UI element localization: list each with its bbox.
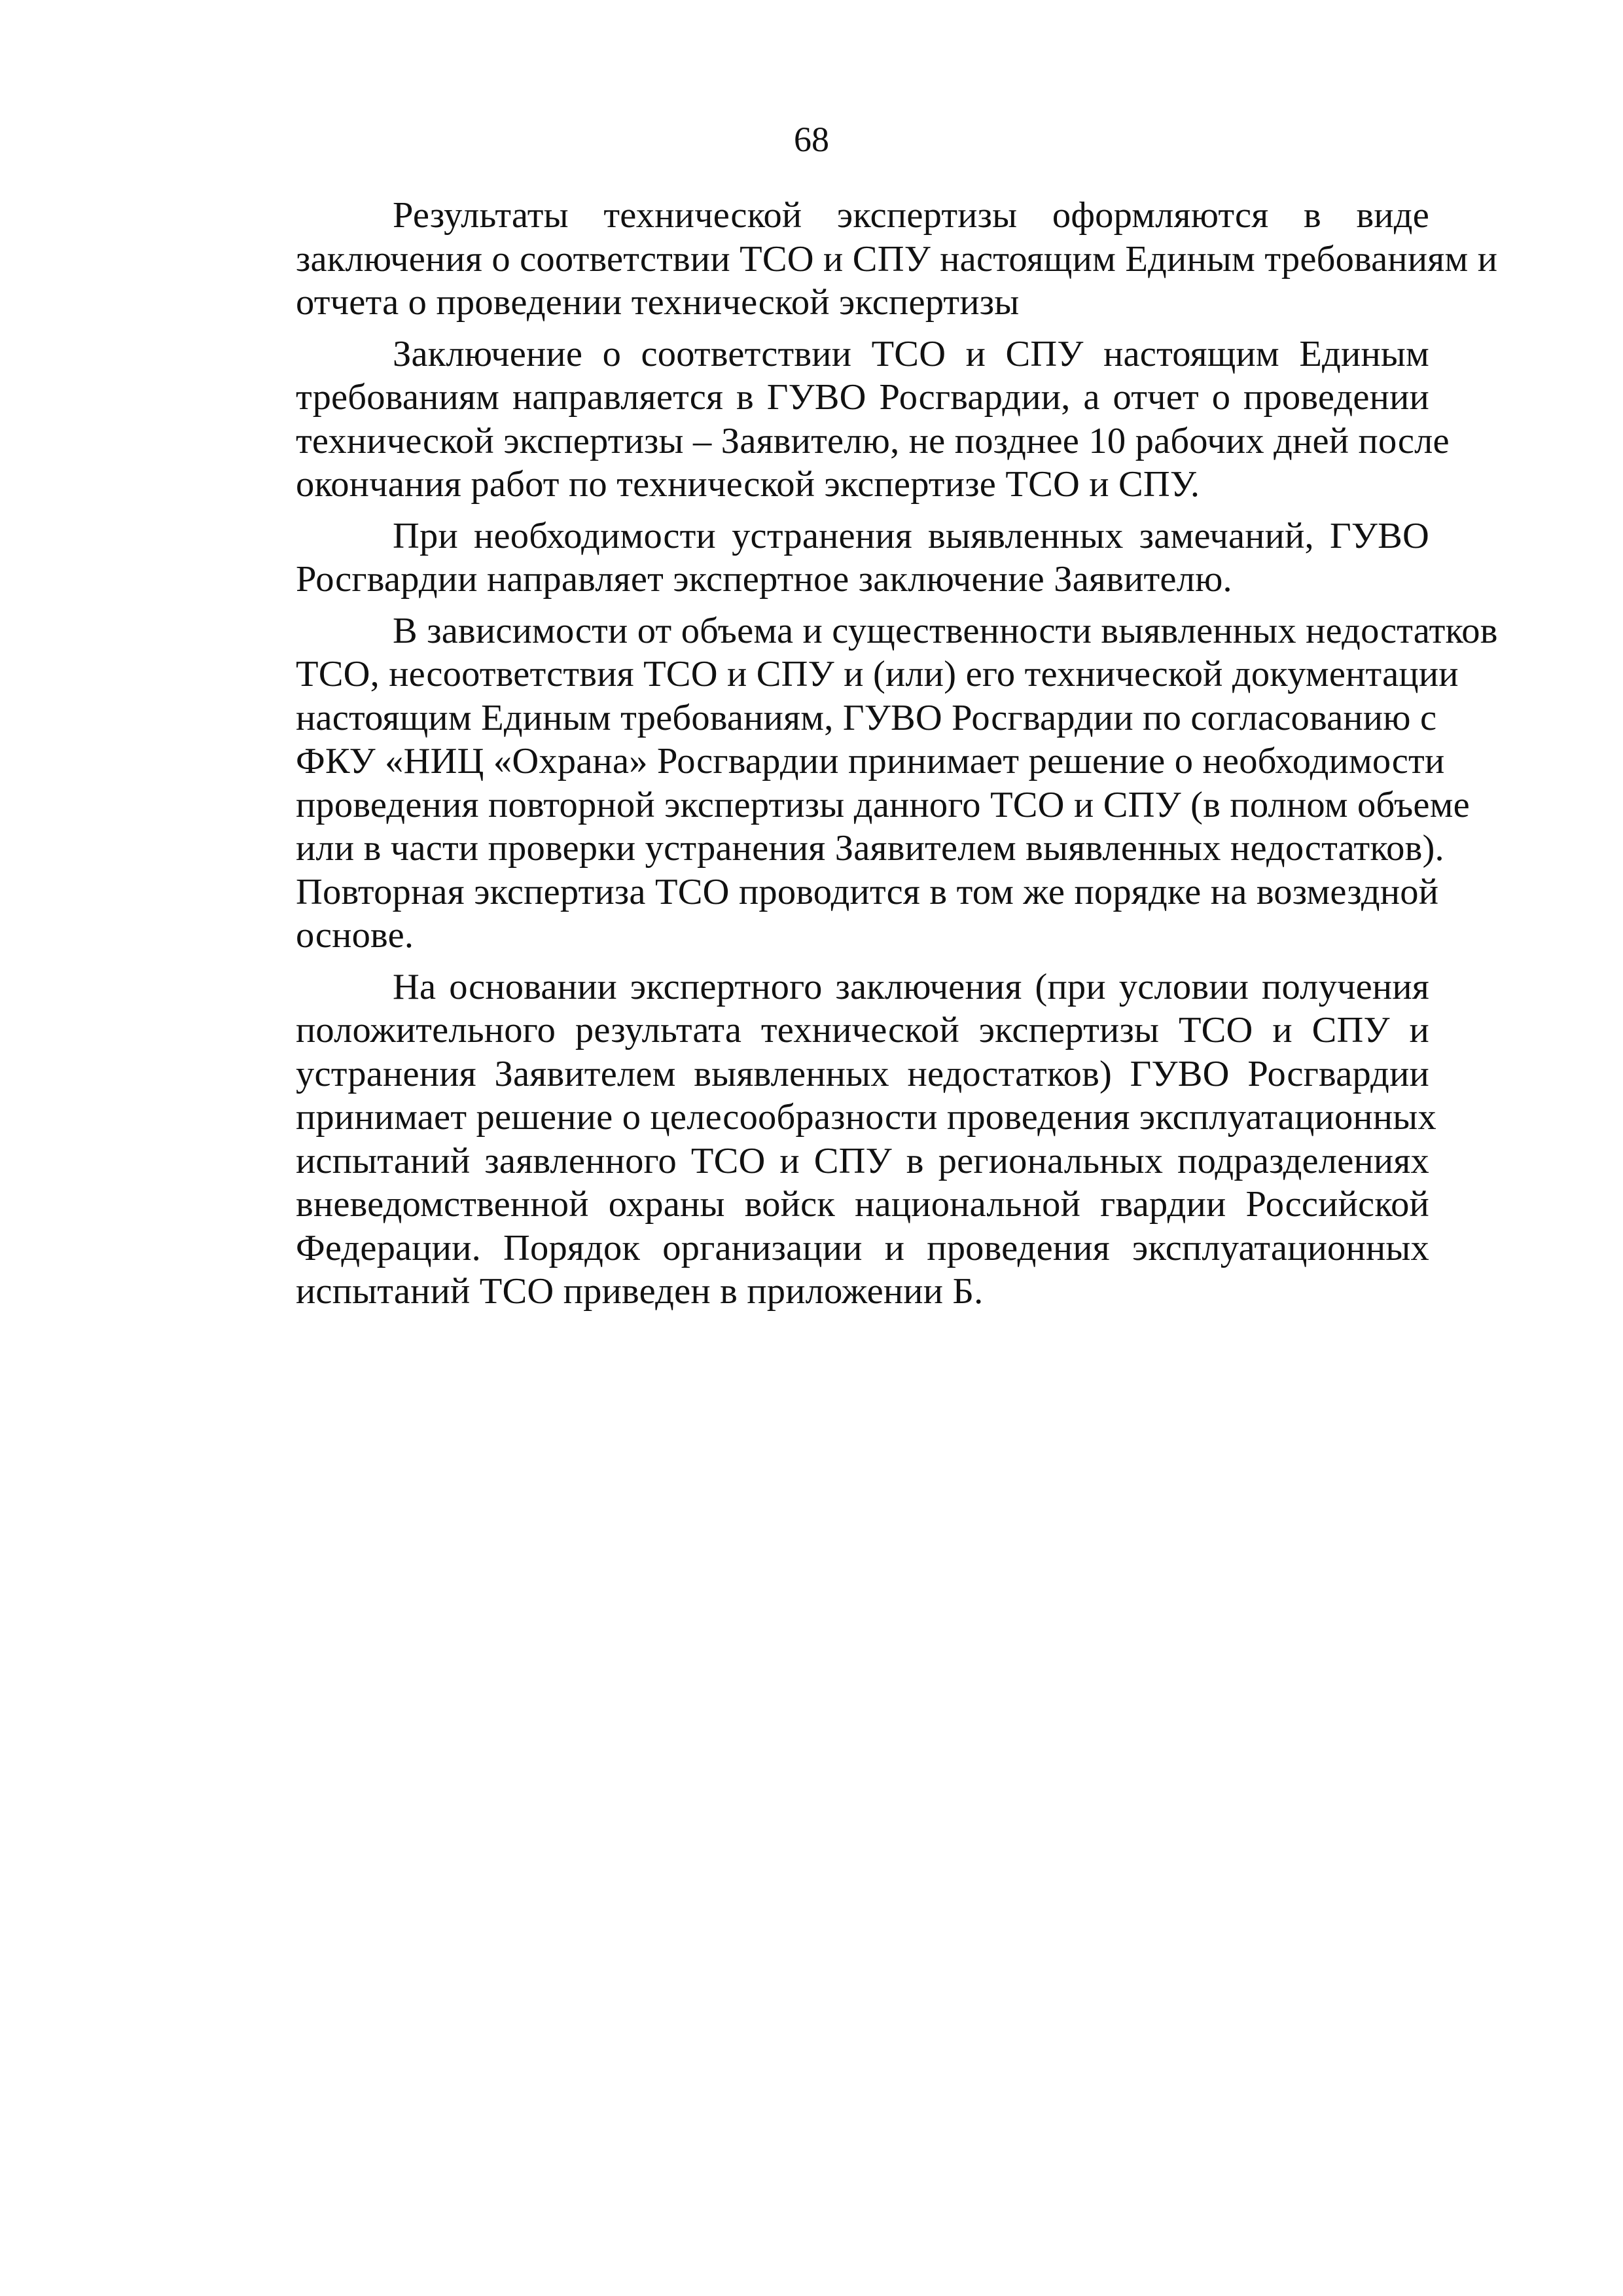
text-line: ТСО, несоответствия ТСО и СПУ и (или) его технической документации xyxy=(296,654,1459,694)
text-line: испытаний ТСО приведен в приложении Б. xyxy=(296,1271,984,1312)
paragraph-5 xyxy=(199,965,1436,1314)
paragraph-4 xyxy=(199,609,1498,958)
body-text xyxy=(199,194,1498,1321)
paragraph-2 xyxy=(199,332,1450,507)
text-line: Повторная экспертиза ТСО проводится в том же порядке на возмездной xyxy=(296,871,1439,912)
text-line: испытаний заявленного ТСО и СПУ в региональных подразделениях xyxy=(296,1140,1429,1181)
text-line: Заключение о соответствии ТСО и СПУ настоящим Единым xyxy=(393,333,1429,374)
text-line: Федерации. Порядок организации и проведения эксплуатационных xyxy=(296,1227,1429,1268)
text-line: В зависимости от объема и существенности выявленных недостатков xyxy=(393,610,1498,651)
text-line: заключения о соответствии ТСО и СПУ настоящим Единым требованиям и xyxy=(296,238,1498,279)
text-line: Результаты технической экспертизы оформляются в виде xyxy=(393,195,1429,236)
text-line: проведения повторной экспертизы данного ТСО и СПУ (в полном объеме xyxy=(296,784,1470,825)
text-line: Росгвардии направляет экспертное заключение Заявителю. xyxy=(296,559,1232,600)
text-line: На основании экспертного заключения (при условии получения xyxy=(393,966,1429,1007)
text-line: настоящим Единым требованиям, ГУВО Росгвардии по согласованию с xyxy=(296,697,1437,738)
text-line: положительного результата технической экспертизы ТСО и СПУ и xyxy=(296,1010,1429,1050)
paragraph-3 xyxy=(199,514,1429,601)
page-number: 68 xyxy=(794,120,829,159)
text-line: вневедомственной охраны войск национальной гвардии Российской xyxy=(296,1184,1429,1225)
text-line: устранения Заявителем выявленных недостатков) ГУВО Росгвардии xyxy=(296,1053,1429,1094)
paragraph-1 xyxy=(199,194,1498,325)
text-line: технической экспертизы – Заявителю, не позднее 10 рабочих дней после xyxy=(296,420,1450,461)
text-line: окончания работ по технической экспертизе ТСО и СПУ. xyxy=(296,464,1200,505)
text-line: ФКУ «НИЦ «Охрана» Росгвардии принимает решение о необходимости xyxy=(296,741,1445,781)
text-line: отчета о проведении технической экспертизы xyxy=(296,282,1020,323)
text-line: требованиям направляется в ГУВО Росгвардии, а отчет о проведении xyxy=(296,377,1429,418)
text-line: При необходимости устранения выявленных замечаний, ГУВО xyxy=(393,515,1429,556)
text-line: или в части проверки устранения Заявителем выявленных недостатков). xyxy=(296,828,1444,869)
text-line: принимает решение о целесообразности проведения эксплуатационных xyxy=(296,1097,1436,1138)
text-line: основе. xyxy=(296,915,414,956)
